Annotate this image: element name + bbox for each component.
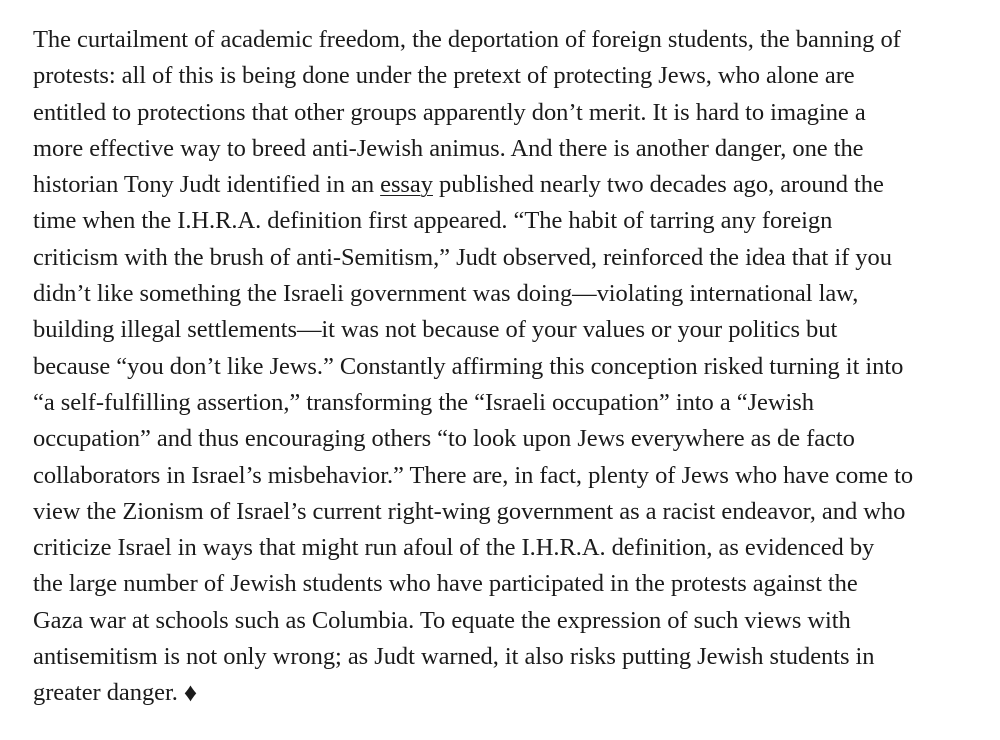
text-line-4: more effective way to breed anti-Jewish animus. And there is another danger, one the — [33, 134, 864, 162]
text-line-16: the large number of Jewish students who have participated in the protests against the — [33, 570, 858, 598]
text-line-18: antisemitism is not only wrong; as Judt warned, it also risks putting Jewish students in — [33, 643, 875, 671]
article-paragraph — [33, 22, 978, 712]
text-line-5-start: historian Tony Judt identified in an — [33, 171, 375, 199]
text-line-2: protests: all of this is being done under the pretext of protecting Jews, who alone are — [33, 62, 855, 90]
text-line-5-end: published nearly two decades ago, around the — [439, 171, 884, 199]
text-line-10: because “you don’t like Jews.” Constantly affirming this conception risked turning it into — [33, 352, 904, 380]
text-line-3: entitled to protections that other groups apparently don’t merit. It is hard to imagine a — [33, 98, 866, 126]
text-line-9: building illegal settlements—it was not because of your values or your politics but — [33, 316, 838, 344]
text-line-1: The curtailment of academic freedom, the deportation of foreign students, the banning of — [33, 26, 901, 53]
text-line-7: criticism with the brush of anti-Semitism,” Judt observed, reinforced the idea that if you — [33, 243, 892, 271]
text-line-12: occupation” and thus encouraging others “to look upon Jews everywhere as de facto — [33, 425, 855, 453]
text-line-11: “a self-fulfilling assertion,” transforming the “Israeli occupation” into a “Jewish — [33, 388, 814, 416]
text-line-19-text: greater danger. — [33, 679, 178, 707]
essay-link[interactable]: essay — [380, 171, 433, 199]
text-line-17: Gaza war at schools such as Columbia. To equate the expression of such views with — [33, 606, 851, 634]
text-line-5 — [33, 167, 978, 203]
text-line-8: didn’t like something the Israeli government was doing—violating international law, — [33, 280, 859, 308]
text-line-15: criticize Israel in ways that might run afoul of the I.H.R.A. definition, as evidenced by — [33, 534, 875, 562]
text-line-6: time when the I.H.R.A. definition first appeared. “The habit of tarring any foreign — [33, 207, 833, 235]
text-line-14: view the Zionism of Israel’s current right-wing government as a racist endeavor, and who — [33, 497, 906, 525]
text-line-19 — [33, 675, 978, 711]
diamond-end-mark-icon: ♦ — [183, 678, 198, 708]
text-line-13: collaborators in Israel’s misbehavior.” There are, in fact, plenty of Jews who have come to — [33, 461, 914, 489]
